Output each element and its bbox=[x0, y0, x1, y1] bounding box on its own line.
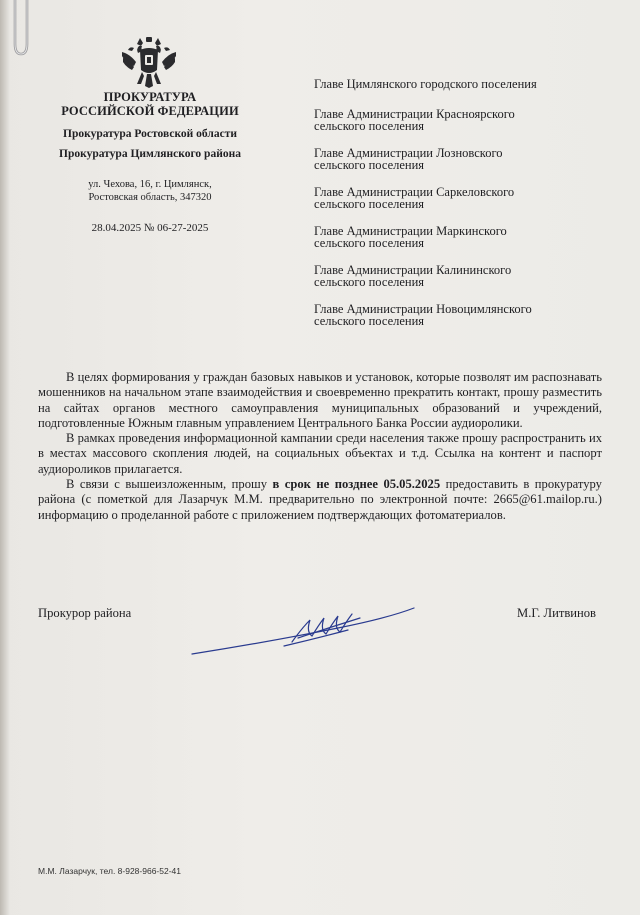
body-paragraph-1: В целях формирования у граждан базовых навыков и установок, которые позволят им распознавать мошенников на начальном этапе взаимодействия и своевременно прекратить контакт, прошу разместить на сайтах органов местного самоуправления муниципальных образований и учреждений, подготовленные Южным главным управлением Центрального Банка России аудиоролики. bbox=[38, 370, 602, 430]
signer-name: М.Г. Литвинов bbox=[517, 606, 596, 620]
regional-office: Прокуратура Ростовской области bbox=[63, 128, 237, 140]
page-edge-shadow bbox=[0, 0, 10, 915]
recipient-line2: сельского поселения bbox=[314, 314, 425, 328]
sender-address bbox=[30, 178, 270, 204]
recipient-line2: сельского поселения bbox=[314, 158, 425, 172]
recipient-line1: Главе Администрации Калининского bbox=[314, 263, 512, 277]
recipient bbox=[314, 108, 614, 132]
double-headed-eagle-emblem bbox=[120, 34, 178, 90]
recipient-line1: Главе Администрации Лозновского bbox=[314, 146, 503, 160]
recipient bbox=[314, 225, 614, 249]
paper-clip-icon bbox=[8, 0, 34, 58]
body-paragraph-2: В рамках проведения информационной кампании среди населения также прошу распространить их в местах массового скопления людей, на социальных объектах и т.д. Ссылка на контент и паспорт аудиороликов прилагается. bbox=[38, 431, 602, 476]
address-line1: ул. Чехова, 16, г. Цимлянск, bbox=[88, 179, 212, 190]
date-and-number: 28.04.2025 № 06-27-2025 bbox=[91, 222, 209, 234]
recipient-line1: Главе Администрации Новоцимлянского bbox=[314, 302, 532, 316]
org-title bbox=[30, 90, 270, 118]
recipient-line2: сельского поселения bbox=[314, 197, 425, 211]
recipient-line2: сельского поселения bbox=[314, 275, 425, 289]
district-office: Прокуратура Цимлянского района bbox=[59, 148, 241, 160]
body-paragraph-3 bbox=[38, 477, 602, 523]
recipient bbox=[314, 147, 614, 171]
deadline-text: в срок не позднее 05.05.2025 bbox=[272, 477, 441, 492]
paragraph3-start: В связи с вышеизложенным, прошу bbox=[66, 477, 273, 492]
recipient bbox=[314, 264, 614, 288]
address-line2: Ростовская область, 347320 bbox=[88, 192, 212, 203]
sender-header bbox=[30, 90, 270, 234]
recipient-line2: сельского поселения bbox=[314, 236, 425, 250]
recipients-list bbox=[314, 78, 614, 342]
signer-title: Прокурор района bbox=[38, 606, 132, 620]
org-title-line2: РОССИЙСКОЙ ФЕДЕРАЦИИ bbox=[61, 104, 239, 118]
recipient-line1: Главе Администрации Красноярского bbox=[314, 107, 515, 121]
recipient bbox=[314, 303, 614, 327]
executor-footer: М.М. Лазарчук, тел. 8-928-966-52-41 bbox=[38, 866, 181, 876]
recipient-line2: сельского поселения bbox=[314, 119, 425, 133]
recipient-line1: Главе Администрации Саркеловского bbox=[314, 185, 515, 199]
org-title-line1: ПРОКУРАТУРА bbox=[103, 90, 197, 104]
recipient-line1: Главе Администрации Маркинского bbox=[314, 224, 507, 238]
recipient bbox=[314, 186, 614, 210]
recipient-line1: Главе Цимлянского городского поселения bbox=[314, 77, 537, 91]
paragraph3-end: предоставить в прокуратуру района (с пометкой для Лазарчук М.М. предварительно по электронной почте: 2665@61.mailop.ru.) информацию о проделанной работе с приложением подтверждающих фотоматериалов. bbox=[38, 477, 602, 522]
handwritten-signature bbox=[188, 598, 418, 660]
letter-body bbox=[38, 370, 602, 523]
recipient bbox=[314, 78, 614, 90]
